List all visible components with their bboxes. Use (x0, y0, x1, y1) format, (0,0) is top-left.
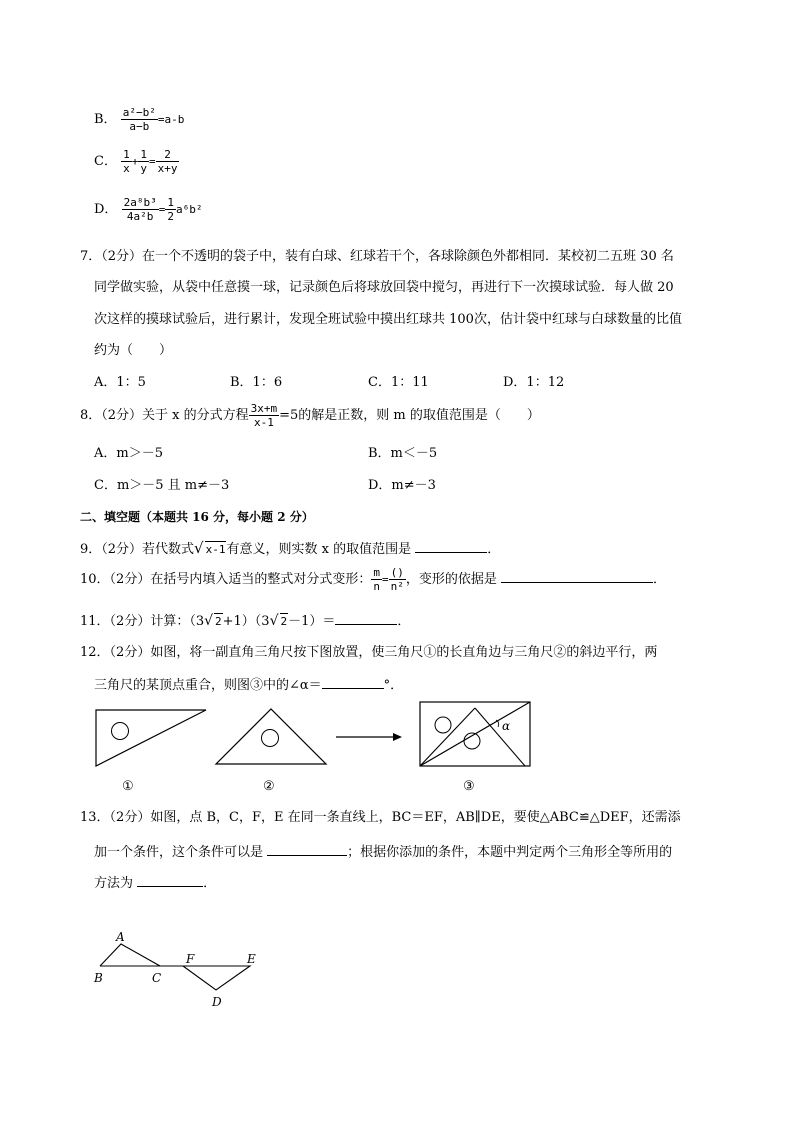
q13-answer-blank-2[interactable] (137, 874, 203, 887)
q8-option-d: D．m≠－3 (368, 478, 436, 493)
q7-option-a: A．1：5 (94, 375, 146, 390)
q11-answer-blank[interactable] (335, 612, 397, 625)
q13-figure (88, 926, 278, 1016)
q6-b-fraction: $\frac{\text{a²−b²}}{a-b}$ (122, 106, 156, 133)
q9-stem: 9．（2分）若代数式√ x-1有意义，则实数 x 的取值范围是 ． (80, 539, 501, 557)
q7-line4: 约为（ ） (94, 343, 173, 358)
section-title: 二、填空题（本题共 16 分，每小题 2 分） (80, 510, 314, 524)
q7-option-c: C．1：11 (368, 375, 429, 390)
caption-3: ③ (463, 779, 475, 794)
point-d: D (212, 995, 222, 1009)
q7-line1: 7．（2分）在一个不透明的袋子中，装有白球、红球若干个，各球除颜色外都相同．某校初二五班 30 名 (80, 249, 674, 264)
caption-2: ② (263, 779, 275, 794)
point-a: A (116, 930, 125, 944)
point-c: C (152, 971, 162, 985)
q12-answer-blank[interactable] (322, 676, 384, 689)
triangle-abc (100, 944, 160, 966)
point-e: E (247, 952, 256, 966)
q13-line2: 加一个条件，这个条件可以是 ；根据你添加的条件，本题中判定两个三角形全等所用的 (94, 845, 673, 860)
triangle-1 (96, 710, 206, 766)
q7-option-b: B．1：6 (230, 375, 283, 390)
triangle-def (183, 966, 250, 990)
q7-line2: 同学做实验，从袋中任意摸一球，记录颜色后将球放回袋中搅匀，再进行下一次摸球试验．每人做 20 (94, 280, 674, 295)
q7-option-d: D．1：12 (503, 375, 565, 390)
q10-stem: 10．（2分）在括号内填入适当的整式对分式变形： $\frac{m}{n}$ = $\frac{()}{\text{n²}}$ ，变形的依据是 ． (80, 566, 666, 593)
q8-option-b: B．m＜－5 (368, 446, 438, 461)
triangle-1-hole (112, 723, 129, 740)
q7-line3: 次这样的摸球试验后，进行累计，发现全班试验中摸出红球共 100次，估计袋中红球与白球数量的比值 (94, 312, 682, 327)
q8-option-c: C．m＞－5 且 m≠－3 (94, 478, 230, 493)
q8-option-a: A．m＞－5 (94, 446, 163, 461)
q8-stem: 8．（2分）关于 x 的分式方程 $\frac{3x+m}{x-1}$ =5的解是正数，则 m 的取值范围是（ ） (80, 402, 540, 429)
q12-line2: 三角尺的某顶点重合，则图③中的∠α＝ °． (94, 678, 404, 693)
triangle-2 (216, 709, 326, 764)
q12-line1: 12．（2分）如图，将一副直角三角尺按下图放置，使三角尺①的长直角边与三角尺②的斜边平行，两 (80, 645, 658, 660)
q10-answer-blank[interactable] (501, 570, 653, 583)
q13-answer-blank-1[interactable] (267, 843, 347, 856)
q13-line3: 方法为 ． (94, 876, 217, 891)
q6-option-b: B． $\frac{\text{a²−b²}}{a-b}$ =a-b (94, 106, 185, 133)
q6-option-d: D． $\frac{\text{2a⁸b³}}{\text{4a²b}}$ = $\frac{1}{2}$ a⁶b² (94, 196, 203, 223)
point-f: F (186, 952, 195, 966)
triangle-2-hole (262, 730, 279, 747)
point-b: B (94, 971, 103, 985)
arrow-head (393, 733, 402, 741)
q12-figure (90, 700, 550, 800)
q6-option-c: C． $\frac{1}{x}$ + $\frac{1}{y}$ = $\frac{2}{x+y}$ (94, 148, 178, 175)
alpha-label: α (502, 719, 511, 733)
caption-1: ① (122, 779, 134, 794)
q9-answer-blank[interactable] (415, 540, 487, 553)
q13-line1: 13．（2分）如图，点 B，C，F，E 在同一条直线上，BC＝EF，AB∥DE，要使△ABC≌△DEF，还需添 (80, 810, 681, 825)
q11-stem: 11．（2分）计算：（3√ 2+1）（3√ 2－1）＝ ． (80, 613, 411, 629)
